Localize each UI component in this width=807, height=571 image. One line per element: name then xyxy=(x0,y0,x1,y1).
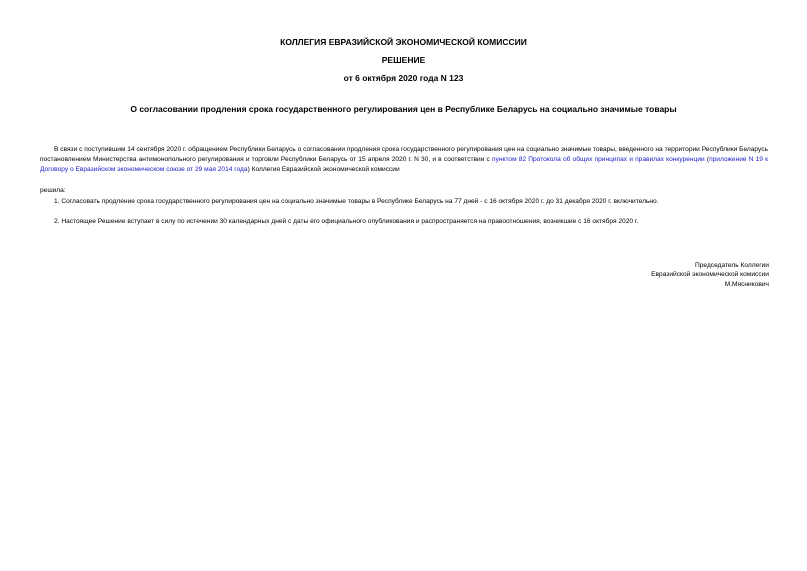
issuing-body: КОЛЛЕГИЯ ЕВРАЗИЙСКОЙ ЭКОНОМИЧЕСКОЙ КОМИССИИ xyxy=(280,37,527,47)
signatory-name: М.Мясникович xyxy=(724,281,769,288)
signatory-organization: Евразийской экономической комиссии xyxy=(651,271,769,278)
signatory-position: Председатель Коллегии xyxy=(695,262,769,269)
treaty-link[interactable]: приложение N 19 к Договору о Евразийском экономическом союзе от 29 мая 2014 года xyxy=(40,156,768,173)
document-title: О согласовании продления срока государственного регулирования цен в Республике Беларусь на социально значимые товары xyxy=(130,104,677,114)
protocol-link[interactable]: пунктом 82 Протокола об общих принципах и правилах конкуренции xyxy=(492,156,705,163)
decision-item-1: 1. Согласовать продление срока государственного регулирования цен на социально значимые товары в Республике Беларусь на 77 дней - с 16 октября 2020 г. до 31 декабря 2020 г. включительно. xyxy=(54,198,659,205)
document-date-number: от 6 октября 2020 года N 123 xyxy=(343,73,464,83)
preamble-text-1: В связи с поступившим 14 сентября 2020 г. обращением Республики Беларусь о согласовании продления срока государственного регулирования цен на социально значимые товары, введенного на территории Республики Беларусь постановлением Министерства антимонопольного регулирования и торговли Республики Беларусь от 15 апреля 2020 г. N 30, и в соответствии с xyxy=(40,146,768,163)
document-kind: РЕШЕНИЕ xyxy=(381,55,426,65)
preamble-paragraph xyxy=(40,145,768,175)
resolved-label: решила: xyxy=(40,187,66,194)
preamble-text-2: ( xyxy=(704,156,710,163)
preamble-text-3: ) Коллегия Евразийской экономической комиссии xyxy=(247,166,400,173)
decision-item-2: 2. Настоящее Решение вступает в силу по истечении 30 календарных дней с даты его официального опубликования и распространяется на правоотношения, возникшие с 16 октября 2020 г. xyxy=(54,218,639,225)
